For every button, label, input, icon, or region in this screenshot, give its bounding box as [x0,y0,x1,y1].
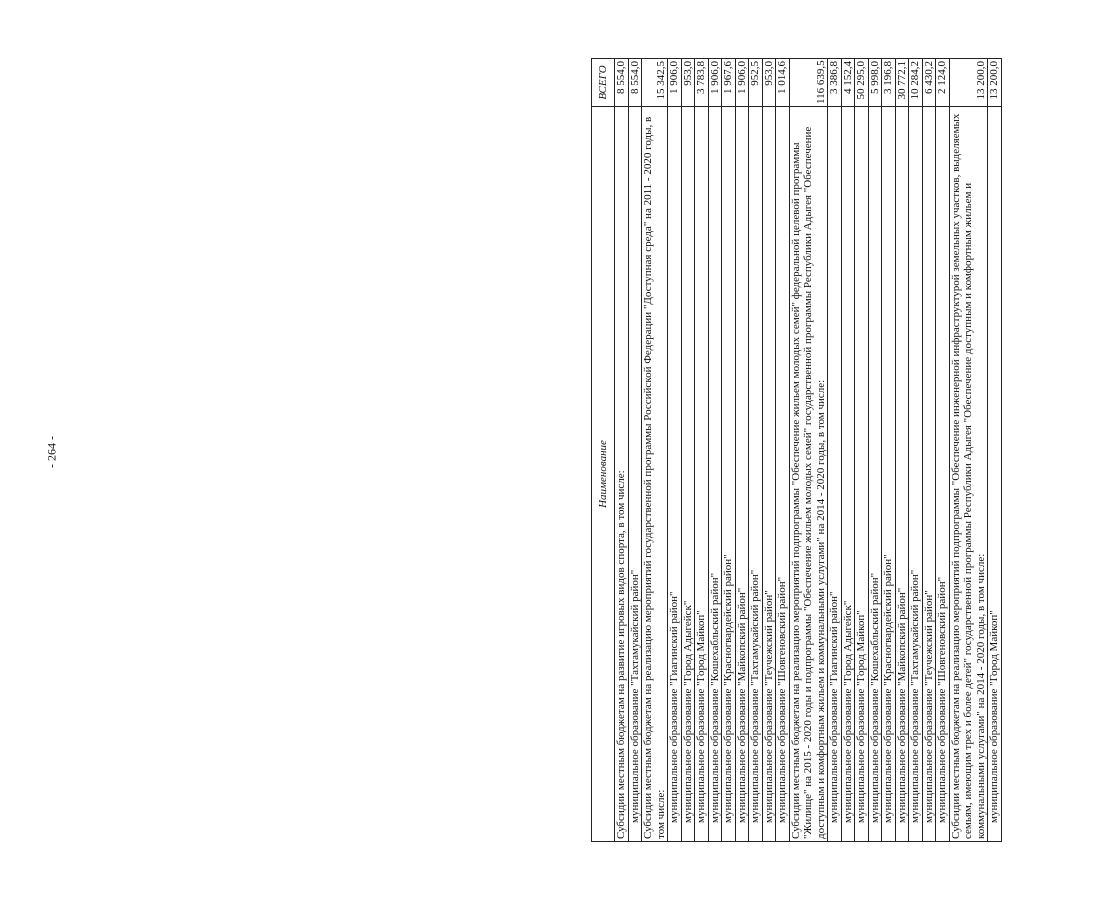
table-row [949,59,988,842]
table-row [868,59,882,842]
row-total: 8 554,0 [628,59,642,107]
row-name: муниципальное образование "Город Майкоп" [695,107,709,842]
row-total: 6 430,2 [922,59,936,107]
row-name: муниципальное образование "Теучежский район" [922,107,936,842]
row-total: 8 554,0 [615,59,629,107]
row-total: 15 342,5 [642,59,668,107]
table-row [828,59,842,842]
row-total: 116 639,5 [789,59,828,107]
budget-table [591,58,1002,842]
header-total: ВСЕГО [592,59,615,107]
row-name: муниципальное образование "Майкопский район" [895,107,909,842]
table-row [855,59,869,842]
table-row [988,59,1002,842]
row-name: Субсидии местным бюджетам на реализацию мероприятий государственной программы Российской Федерации "Доступная среда" на 2011 - 2020 годы, в том числе: [642,107,668,842]
row-total: 13 200,0 [988,59,1002,107]
row-total: 952,5 [749,59,763,107]
row-total: 1 906,0 [735,59,749,107]
row-name: муниципальное образование "Шовгеновский район" [936,107,950,842]
budget-table-sheet [591,59,1095,842]
row-total: 1 014,6 [776,59,790,107]
row-total: 5 998,0 [868,59,882,107]
table-row [841,59,855,842]
row-name: муниципальное образование "Гиагинский район" [668,107,682,842]
table-row [722,59,736,842]
table-row [762,59,776,842]
row-name: муниципальное образование "Красногвардейский район" [882,107,896,842]
row-name: муниципальное образование "Тахтамукайский район" [628,107,642,842]
row-total: 3 196,8 [882,59,896,107]
row-name: муниципальное образование "Теучежский район" [762,107,776,842]
table-row [735,59,749,842]
table-row [882,59,896,842]
table-row [922,59,936,842]
table-row [615,59,629,842]
row-total: 30 772,1 [895,59,909,107]
row-total: 2 124,0 [936,59,950,107]
row-name: муниципальное образование "Кошехабльский район" [708,107,722,842]
table-header-row [592,59,615,842]
table-row [789,59,828,842]
row-total: 50 295,0 [855,59,869,107]
row-total: 4 152,4 [841,59,855,107]
row-name: муниципальное образование "Красногвардейский район" [722,107,736,842]
row-name: муниципальное образование "Майкопский район" [735,107,749,842]
table-row [909,59,923,842]
row-name: муниципальное образование "Гиагинский район" [828,107,842,842]
row-total: 1 906,0 [708,59,722,107]
table-row [628,59,642,842]
row-name: муниципальное образование "Тахтамукайский район" [909,107,923,842]
page-number: - 264 - [44,436,59,468]
row-total: 13 200,0 [949,59,988,107]
row-total: 1 906,0 [668,59,682,107]
row-total: 3 783,8 [695,59,709,107]
table-row [749,59,763,842]
row-total: 953,0 [681,59,695,107]
table-row [776,59,790,842]
row-name: Субсидии местным бюджетам на реализацию мероприятий подпрограммы "Обеспечение инженерной инфраструктурой земельных участков, выделяемых семьям, имеющим трех и более детей" государственной программы Республики Адыгея "Обеспечение доступным и комфортным жильем и коммунальными услугами" на 2014 - 2020 годы, в том числе: [949,107,988,842]
table-row [642,59,668,842]
table-row [668,59,682,842]
row-total: 953,0 [762,59,776,107]
table-row [695,59,709,842]
table-row [708,59,722,842]
row-name: Субсидии местным бюджетам на реализацию мероприятий подпрограммы "Обеспечение жильем молодых семей" федеральной целевой программы "Жилище" на 2015 - 2020 годы и подпрограммы "Обеспечение жильем молодых семей" государственной программы Республики Адыгея "Обеспечение доступным и комфортным жильем и коммунальными услугами" на 2014 - 2020 годы, в том числе: [789,107,828,842]
table-row [681,59,695,842]
row-name: муниципальное образование "Город Адыгейск" [841,107,855,842]
row-name: Субсидии местным бюджетам на развитие игровых видов спорта, в том числе: [615,107,629,842]
row-total: 1 967,6 [722,59,736,107]
row-total: 10 284,2 [909,59,923,107]
row-name: муниципальное образование "Город Майкоп" [988,107,1002,842]
row-name: муниципальное образование "Тахтамукайский район" [749,107,763,842]
row-name: муниципальное образование "Шовгеновский район" [776,107,790,842]
header-name: Наименование [592,107,615,842]
row-total: 3 386,8 [828,59,842,107]
table-row [936,59,950,842]
row-name: муниципальное образование "Город Адыгейск" [681,107,695,842]
row-name: муниципальное образование "Кошехабльский район" [868,107,882,842]
table-row [895,59,909,842]
row-name: муниципальное образование "Город Майкоп" [855,107,869,842]
